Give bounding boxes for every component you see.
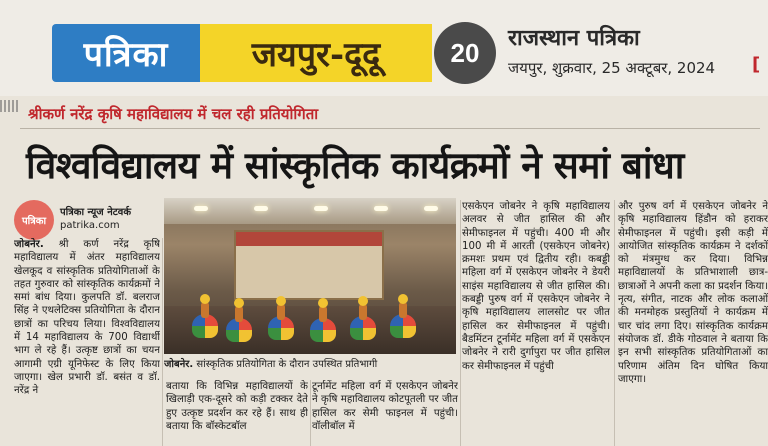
column-1-text: श्री कर्ण नरेंद्र कृषि महाविद्यालय में अंतर महाविद्यालय खेलकूद व सांस्कृतिक प्रतियोगिताओं के तहत गुरुवार को सांस्कृतिक कार्यक्रमों ने समां बांध दिया। कुलपति डॉ. बलराज सिंह ने एथलेटिक्स प्रतियोगिता के दौरान छात्रों का परिचय लिया। विश्वविद्यालय में 14 महाविद्यालय के 700 विद्यार्थी भाग ले रहे हैं। उत्कृष्ट छात्रों का चयन आगामी एग्री यूनिफेस्ट के लिए किया जाएगा। खेल प्रभारी डॉ. बसंत व डॉ. नरेंद्र ने xyxy=(14,239,160,397)
caption-text: सांस्कृतिक प्रतियोगिता के दौरान उपस्थित प्रतिभागी xyxy=(196,359,378,370)
stage-banner xyxy=(234,230,384,300)
byline-website: patrika.com xyxy=(60,220,120,231)
newspaper-name: राजस्थान पत्रिका xyxy=(508,26,640,51)
byline-logo-text: पत्रिका xyxy=(21,216,47,227)
page-number-badge xyxy=(434,22,496,84)
article-kicker: श्रीकर्ण नरेंद्र कृषि महाविद्यालय में चल रही प्रतियोगिता xyxy=(28,105,319,123)
edge-mark: [ xyxy=(752,54,761,75)
photo-caption xyxy=(164,356,456,372)
dancer-figure xyxy=(350,296,376,340)
photo-ceiling xyxy=(164,198,456,224)
ceiling-light xyxy=(424,206,438,211)
column-3-text: टूर्नामेंट महिला वर्ग में एसकेएन जोबनेर ने कृषि महाविद्यालय कोटपूतली पर जीत हासिल कर सेमी फाइनल में पहुंची। वॉलीबॉल में xyxy=(312,381,458,432)
edition-name: जयपुर-दूदू xyxy=(251,35,381,75)
ceiling-light xyxy=(254,206,268,211)
kicker-divider xyxy=(20,128,760,129)
masthead xyxy=(0,0,768,96)
caption-place: जोबनेर. xyxy=(164,359,194,370)
column-2-text: बताया कि विभिन्न महाविद्यालयों के खिलाड़ी एक-दूसरे को कड़ी टक्कर देते हुए उत्कृष्ट प्रदर्शन कर रहे हैं। साथ ही बताया कि बॉस्केटबॉल xyxy=(166,381,308,432)
ceiling-light xyxy=(374,206,388,211)
brand-name: पत्रिका xyxy=(83,35,169,75)
column-divider xyxy=(460,200,461,446)
column-divider xyxy=(614,200,615,446)
article-column-2 xyxy=(166,380,308,446)
article-headline: विश्वविद्यालय में सांस्कृतिक कार्यक्रमों ने समां बांधा xyxy=(26,144,684,187)
column-4-text: एसकेएन जोबनेर ने कृषि महाविद्यालय अलवर से जीत हासिल की और सेमीफाइनल में पहुंची। 400 मी और 100 मी में आरती (एसकेएन जोबनेर) क्रमशः प्रथम एवं द्वितीय रही। कबड्डी महिला वर्ग में एसकेएन जोबनेर ने डेयरी साइंस महाविद्यालय से जीत हासिल की। कबड्डी पुरुष वर्ग में एसकेएन जोबनेर ने कृषि महाविद्यालय लालसोट पर जीत हासिल कर सेमीफाइनल में पहुंची। बैडमिंटन टूर्नामेंट महिला वर्ग में एसकेएन जोबनेर ने रारी दुर्गापुरा पर जीत हासिल कर सेमीफाइनल में पहुंची xyxy=(462,201,610,372)
brand-logo xyxy=(52,24,200,82)
ceiling-light xyxy=(194,206,208,211)
column-divider xyxy=(310,380,311,446)
edge-dots xyxy=(0,100,18,112)
ceiling-light xyxy=(314,206,328,211)
column-divider xyxy=(162,238,163,446)
article-column-1 xyxy=(14,238,160,446)
dancer-figure xyxy=(192,294,218,338)
byline-logo xyxy=(14,200,54,240)
dancer-figure xyxy=(268,296,294,340)
issue-date: जयपुर, शुक्रवार, 25 अक्टूबर, 2024 xyxy=(508,59,716,77)
article-column-4 xyxy=(462,200,610,446)
dancer-figure xyxy=(390,294,416,338)
banner-strip xyxy=(236,232,382,246)
column-5-text: और पुरुष वर्ग में एसकेएन जोबनेर ने कृषि महाविद्यालय हिंडौन को हराकर सेमीफाइनल में पहुंची। इसी कड़ी में आयोजित सांस्कृतिक कार्यक्रम ने दर्शकों को मंत्रमुग्ध कर दिया। विभिन्न महाविद्यालयों के प्रतिभाशाली छात्र-छात्राओं ने अपनी कला का प्रदर्शन किया। नृत्य, संगीत, नाटक और लोक कलाओं की मनमोहक प्रस्तुतियों ने कार्यक्रम में चार चांद लगा दिए। सांस्कृतिक कार्यक्रम संयोजक डॉ. डीके गोठवाल ने बताया कि इन सभी सांस्कृतिक प्रतियोगिताओं का परिणाम अंतिम दिन घोषित किया जाएगा। xyxy=(618,201,768,385)
dancer-figure xyxy=(310,298,336,342)
dancer-figure xyxy=(226,298,252,342)
article-column-3 xyxy=(312,380,458,446)
page-number: 20 xyxy=(450,37,480,68)
article-dateline: जोबनेर. xyxy=(14,239,44,250)
article-column-5 xyxy=(618,200,768,446)
article-photo xyxy=(164,198,456,354)
edition-banner xyxy=(200,24,432,82)
byline-agency: पत्रिका न्यूज नेटवर्क xyxy=(60,207,132,218)
